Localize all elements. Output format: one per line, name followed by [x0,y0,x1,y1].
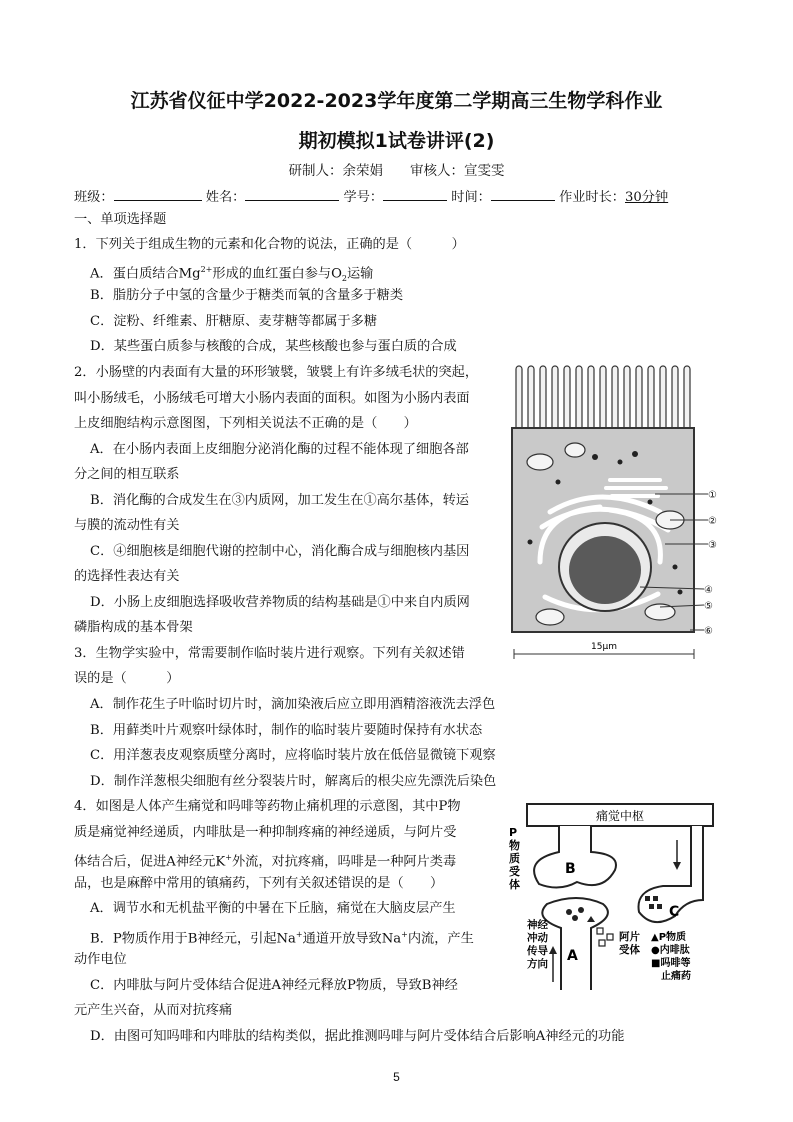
q4-stem-2: 质是痛觉神经递质，内啡肽是一种抑制疼痛的神经递质，与阿片受 [74,825,457,840]
q2-stem-3: 上皮细胞结构示意图图，下列相关说法不正确的是（ ） [74,416,417,431]
class-field[interactable] [114,186,202,201]
q3-option-c: C．用洋葱表皮观察质壁分离时，应将临时装片放在低倍显微镜下观察 [90,748,496,763]
q3-option-b: B．用藓类叶片观察叶绿体时，制作的临时装片要随时保持有水状态 [90,723,483,738]
page-number: 5 [393,1070,400,1084]
impulse-direction-label: 神经冲动传导方向 [527,919,548,970]
q2-option-b: B．消化酶的合成发生在③内质网，加工发生在①高尔基体，转运 [90,493,469,508]
section-heading: 一、单项选择题 [74,212,167,227]
neuron-b-label: B [565,861,576,877]
id-field[interactable] [383,186,447,201]
q4-stem-4: 品，也是麻醉中常用的镇痛药，下列有关叙述错误的是（ ） [74,876,444,891]
q3-option-a: A．制作花生子叶临时切片时，滴加染液后应立即用酒精溶液洗去浮色 [90,697,496,712]
q1-stem: 1．下列关于组成生物的元素和化合物的说法，正确的是（ ） [74,237,465,252]
q4-option-d: D．由图可知吗啡和内啡肽的结构类似，据此推测吗啡与阿片受体结合后影响A神经元的功能 [90,1029,625,1044]
q1-option-d: D．某些蛋白质参与核酸的合成，某些核酸也参与蛋白质的合成 [90,339,457,354]
q2-option-d-cont: 磷脂构成的基本骨架 [74,620,193,635]
q4-option-a: A．调节水和无机盐平衡的中暑在下丘脑，痛觉在大脑皮层产生 [90,901,456,916]
fig-label-6: ⑥ [704,626,713,637]
q4-option-c: C．内啡肽与阿片受体结合促进A神经元释放P物质，导致B神经 [90,978,458,993]
q1-option-a: A．蛋白质结合$Mg^{2+}$形成的血红蛋白参与$O_2$运输 [90,265,374,284]
q2-option-c: C．④细胞核是细胞代谢的控制中心，消化酶合成与细胞核内基因 [90,544,470,559]
student-info-line [74,186,668,207]
neuron-a-label: A [567,948,578,964]
q3-stem-1: 3．生物学实验中，常需要制作临时装片进行观察。下列有关叙述错 [74,646,465,661]
id-label: 学号： [343,190,384,205]
fig-label-1: ① [708,490,717,501]
pain-pathway-figure [503,800,725,995]
fig-label-4: ④ [704,585,713,596]
name-label: 姓名： [205,190,246,205]
q4-option-b-cont: 动作电位 [74,952,127,967]
q3-stem-2: 误的是（ ） [74,671,180,686]
duration-value: 30分钟 [625,190,669,205]
q2-option-a-cont: 分之间的相互联系 [74,467,180,482]
q2-stem-1: 2．小肠壁的内表面有大量的环形皱襞，皱襞上有许多绒毛状的突起， [74,365,479,380]
opioid-receptor-label: 阿片受体 [619,931,640,956]
fig-label-2: ② [708,516,717,527]
document-subtitle: 期初模拟1试卷讲评(2) [298,130,495,152]
q1-option-b: B．脂肪分子中氢的含量少于糖类而氧的含量多于糖类 [90,288,404,303]
time-label: 时间： [451,190,491,205]
fig-label-5: ⑤ [704,601,713,612]
p-receptor-label: P 物质受体 [509,826,520,891]
time-field[interactable] [491,186,555,201]
q1-option-c: C．淀粉、纤维素、肝糖原、麦芽糖等都属于多糖 [90,314,378,329]
q3-option-d: D．制作洋葱根尖细胞有丝分裂装片时，解离后的根尖应先漂洗后染色 [90,774,497,789]
name-field[interactable] [245,186,339,201]
document-title: 江苏省仪征中学2022-2023学年度第二学期高三生物学科作业 [130,90,663,112]
q4-option-c-cont: 元产生兴奋，从而对抗疼痛 [74,1003,233,1018]
q2-option-b-cont: 与膜的流动性有关 [74,518,180,533]
q2-stem-2: 叫小肠绒毛，小肠绒毛可增大小肠内表面的面积。如图为小肠内表面 [74,391,470,406]
epithelial-cell-figure [500,362,725,662]
legend: ▲P物质 ●内啡肽 ■吗啡等 止痛药 [651,932,691,982]
q4-stem-1: 4．如图是人体产生痛觉和吗啡等药物止痛机理的示意图，其中P物 [74,799,461,814]
q4-option-b: B．P物质作用于B神经元，引起Na+通道开放导致Na+内流，产生 [90,930,474,947]
scale-label: 15μm [591,642,617,652]
duration-label: 作业时长： [559,190,625,205]
pain-center-label: 痛觉中枢 [595,809,645,823]
authors-line: 研制人：余荣娟 审核人：宣雯雯 [288,163,505,179]
neuron-c-label: C [669,904,680,920]
q2-option-d: D．小肠上皮细胞选择吸收营养物质的结构基础是①中来自内质网 [90,595,470,610]
q2-option-a: A．在小肠内表面上皮细胞分泌消化酶的过程不能体现了细胞各部 [90,442,469,457]
fig-label-3: ③ [708,540,717,551]
class-label: 班级： [74,190,114,205]
q2-option-c-cont: 的选择性表达有关 [74,569,180,584]
q4-stem-3: 体结合后，促进A神经元K+外流，对抗疼痛，吗啡是一种阿片类毒 [74,853,457,870]
